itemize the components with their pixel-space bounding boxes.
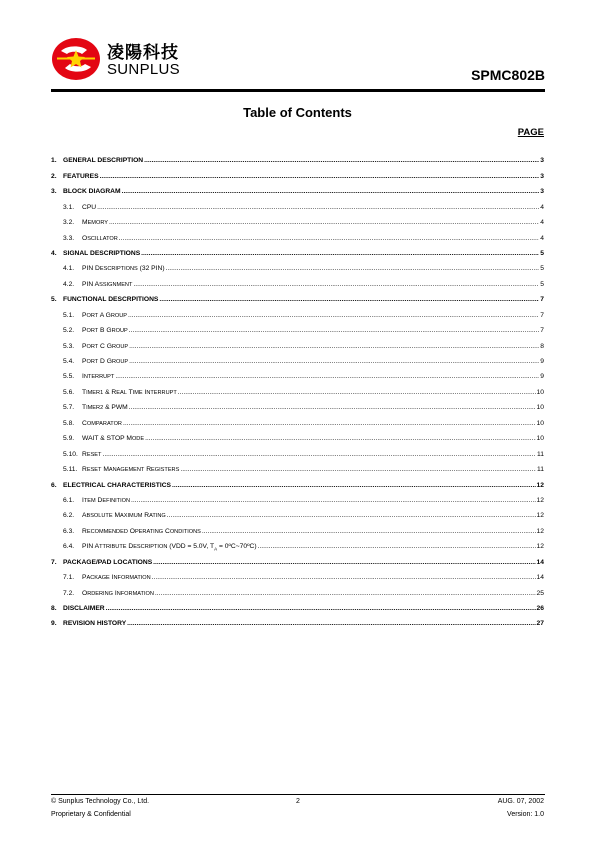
sunplus-logo [51,37,101,81]
toc-entry-title: PIN ATTRIBUTE DESCRIPTION (VDD = 5.0V, $T_A$ = 0ºC~70ºC) [82,542,257,552]
toc-entry-title: BLOCK DIAGRAM [63,188,121,196]
toc-entry-title: DISCLAIMER [63,605,105,613]
toc-entry-page: 25 [536,589,544,597]
toc-entry-title: TIMER2 & PWM [82,404,128,412]
toc-leader-dots [129,344,539,351]
toc-entry[interactable] [51,231,544,246]
toc-entry-title: PIN DESCRIPTIONS (32 PIN) [82,265,165,273]
toc-entry-title: RECOMMENDED OPERATING CONDITIONS [82,527,201,535]
toc-entry-page: 12 [536,543,544,551]
toc-entry-title: RESET [82,450,102,458]
toc-entry-number: 3.1. [63,203,75,211]
toc-leader-dots [102,452,536,459]
toc-entry-number: 5.5. [63,373,75,381]
toc-entry-number: 7.1. [63,574,75,582]
toc-entry-number: 3.2. [63,219,75,227]
toc-entry[interactable] [51,154,544,169]
toc-entry-number: 5.8. [63,419,75,427]
toc-entry-title: PORT C GROUP [82,342,129,350]
toc-entry-number: 5.10. [63,450,78,458]
header-rule [51,89,545,92]
toc-entry-title: FEATURES [63,172,99,180]
toc-entry-title: WAIT & STOP MODE [82,435,145,443]
toc-entry-page: 11 [537,466,544,474]
toc-entry-number: 6.3. [63,527,75,535]
toc-entry-page: 12 [536,481,544,489]
brand-name: SUNPLUS [107,61,180,78]
toc-leader-dots [145,436,535,443]
toc-leader-dots [172,483,536,490]
toc-entry-page: 5 [540,280,544,288]
toc-entry-page: 9 [540,373,544,381]
page-title: Table of Contents [243,105,352,120]
toc-leader-dots [128,313,539,320]
toc-entry-number: 5. [51,296,57,304]
toc-leader-dots [166,266,540,273]
toc-leader-dots [153,560,535,567]
toc-entry-number: 6.2. [63,512,75,520]
toc-entry-page: 4 [540,203,544,211]
toc-entry-number: 6. [51,481,57,489]
toc-entry-page: 11 [537,450,544,458]
toc-entry-title: MEMORY [82,219,108,227]
toc-leader-dots [100,174,540,181]
toc-leader-dots [109,220,539,227]
toc-entry[interactable] [51,571,544,586]
toc-entry-page: 14 [536,558,544,566]
toc-leader-dots [159,297,539,304]
table-of-contents [51,154,544,633]
toc-entry[interactable] [51,278,544,293]
toc-leader-dots [180,467,536,474]
toc-entry[interactable] [51,324,544,339]
toc-entry-title: PORT A GROUP [82,311,128,319]
toc-entry[interactable] [51,262,544,277]
toc-entry-title: REVISION HISTORY [63,620,127,628]
toc-entry[interactable] [51,169,544,184]
toc-entry-page: 3 [540,188,544,196]
toc-entry[interactable] [51,494,544,509]
document-id: SPMC802B [471,67,545,83]
toc-entry-page: 10 [536,435,544,443]
toc-entry-title: PACKAGE/PAD LOCATIONS [63,558,153,566]
toc-entry-number: 1. [51,157,57,165]
toc-entry-page: 12 [536,512,544,520]
toc-entry-title: ABSOLUTE MAXIMUM RATING [82,512,166,520]
toc-entry-number: 5.11. [63,466,78,474]
toc-entry-title: GENERAL DESCRIPTION [63,157,144,165]
toc-entry-number: 3. [51,188,57,196]
toc-entry[interactable] [51,293,544,308]
brand-chinese-name: 凌陽科技 [107,43,179,63]
toc-leader-dots [258,544,536,551]
toc-entry[interactable] [51,386,544,401]
toc-entry-number: 8. [51,605,57,613]
toc-entry[interactable] [51,247,544,262]
toc-entry[interactable] [51,200,544,215]
toc-leader-dots [141,251,539,258]
page-column-label: PAGE [517,127,544,138]
footer-rule [51,794,545,795]
toc-leader-dots [106,606,536,613]
toc-entry-page: 10 [536,404,544,412]
toc-entry[interactable] [51,509,544,524]
toc-entry[interactable] [51,617,544,632]
toc-leader-dots [144,158,539,165]
footer-confidential: Proprietary & Confidential [51,811,131,818]
toc-entry[interactable] [51,370,544,385]
toc-entry[interactable] [51,432,544,447]
toc-entry[interactable] [51,525,544,540]
toc-entry-number: 5.9. [63,435,75,443]
toc-entry-title: ELECTRICAL CHARACTERISTICS [63,481,171,489]
toc-entry-number: 5.3. [63,342,75,350]
toc-entry[interactable] [51,447,544,462]
toc-entry[interactable] [51,586,544,601]
footer-page-number: 2 [296,798,300,805]
toc-entry-number: 4.1. [63,265,75,273]
toc-entry-number: 6.4. [63,543,75,551]
toc-entry-page: 10 [536,419,544,427]
toc-entry-page: 8 [540,342,544,350]
toc-leader-dots [127,621,535,628]
toc-entry-page: 5 [540,249,544,257]
toc-entry-page: 5 [540,265,544,273]
toc-entry[interactable] [51,555,544,570]
toc-leader-dots [115,374,539,381]
toc-entry-page: 4 [540,219,544,227]
toc-entry[interactable] [51,540,544,555]
toc-leader-dots [167,513,536,520]
toc-entry-title: PACKAGE INFORMATION [82,574,151,582]
toc-entry-page: 7 [540,311,544,319]
toc-entry-page: 7 [540,327,544,335]
toc-leader-dots [202,529,536,536]
toc-entry-title: CPU [82,203,97,211]
toc-entry-page: 9 [540,358,544,366]
toc-leader-dots [133,282,539,289]
toc-entry[interactable] [51,308,544,323]
toc-entry-number: 7.2. [63,589,75,597]
toc-entry-page: 12 [536,496,544,504]
toc-entry-title: ITEM DEFINITION [82,496,131,504]
toc-leader-dots [155,591,536,598]
toc-entry-title: ORDERING INFORMATION [82,589,154,597]
toc-entry[interactable] [51,478,544,493]
toc-entry-page: 3 [540,172,544,180]
toc-entry-number: 4.2. [63,280,75,288]
footer-date: AUG. 07, 2002 [497,798,544,805]
toc-entry-number: 5.4. [63,358,75,366]
toc-leader-dots [129,359,539,366]
toc-entry-number: 5.2. [63,327,75,335]
toc-entry-page: 3 [540,157,544,165]
toc-entry-title: OSCILLATOR [82,234,118,242]
toc-entry-number: 4. [51,249,57,257]
toc-entry[interactable] [51,216,544,231]
toc-entry-page: 27 [536,620,544,628]
toc-entry-title: INTERRUPT [82,373,115,381]
toc-entry-title: PORT B GROUP [82,327,128,335]
toc-entry-page: 7 [540,296,544,304]
toc-entry[interactable] [51,355,544,370]
toc-entry-page: 12 [536,527,544,535]
toc-entry-page: 10 [536,388,544,396]
toc-entry-number: 5.6. [63,388,75,396]
toc-leader-dots [129,405,536,412]
toc-leader-dots [122,189,540,196]
toc-entry-number: 9. [51,620,57,628]
toc-entry-number: 5.1. [63,311,75,319]
toc-leader-dots [119,236,539,243]
toc-leader-dots [129,328,540,335]
toc-entry-title: COMPARATOR [82,419,122,427]
toc-entry[interactable] [51,463,544,478]
toc-entry-title: SIGNAL DESCRIPTIONS [63,249,141,257]
footer-version: Version: 1.0 [507,811,544,818]
toc-entry-page: 26 [536,605,544,613]
toc-entry[interactable] [51,602,544,617]
toc-entry[interactable] [51,185,544,200]
toc-entry-number: 2. [51,172,57,180]
toc-entry-number: 5.7. [63,404,75,412]
toc-entry-title: FUNCTIONAL DESCRPITIONS [63,296,159,304]
toc-leader-dots [131,498,536,505]
toc-leader-dots [123,421,536,428]
toc-entry-page: 4 [540,234,544,242]
toc-entry-title: PIN ASSIGNMENT [82,280,133,288]
toc-entry-number: 7. [51,558,57,566]
toc-entry[interactable] [51,401,544,416]
toc-leader-dots [152,575,536,582]
toc-entry-number: 3.3. [63,234,75,242]
toc-entry-title: RESET MANAGEMENT REGISTERS [82,466,180,474]
toc-entry[interactable] [51,339,544,354]
toc-entry-title: TIMER1 & REAL TIME INTERRUPT [82,388,177,396]
toc-entry-page: 14 [536,574,544,582]
toc-entry[interactable] [51,416,544,431]
toc-leader-dots [97,205,539,212]
footer-copyright: © Sunplus Technology Co., Ltd. [51,798,150,805]
toc-entry-number: 6.1. [63,496,75,504]
toc-leader-dots [178,390,536,397]
toc-entry-title: PORT D GROUP [82,358,129,366]
